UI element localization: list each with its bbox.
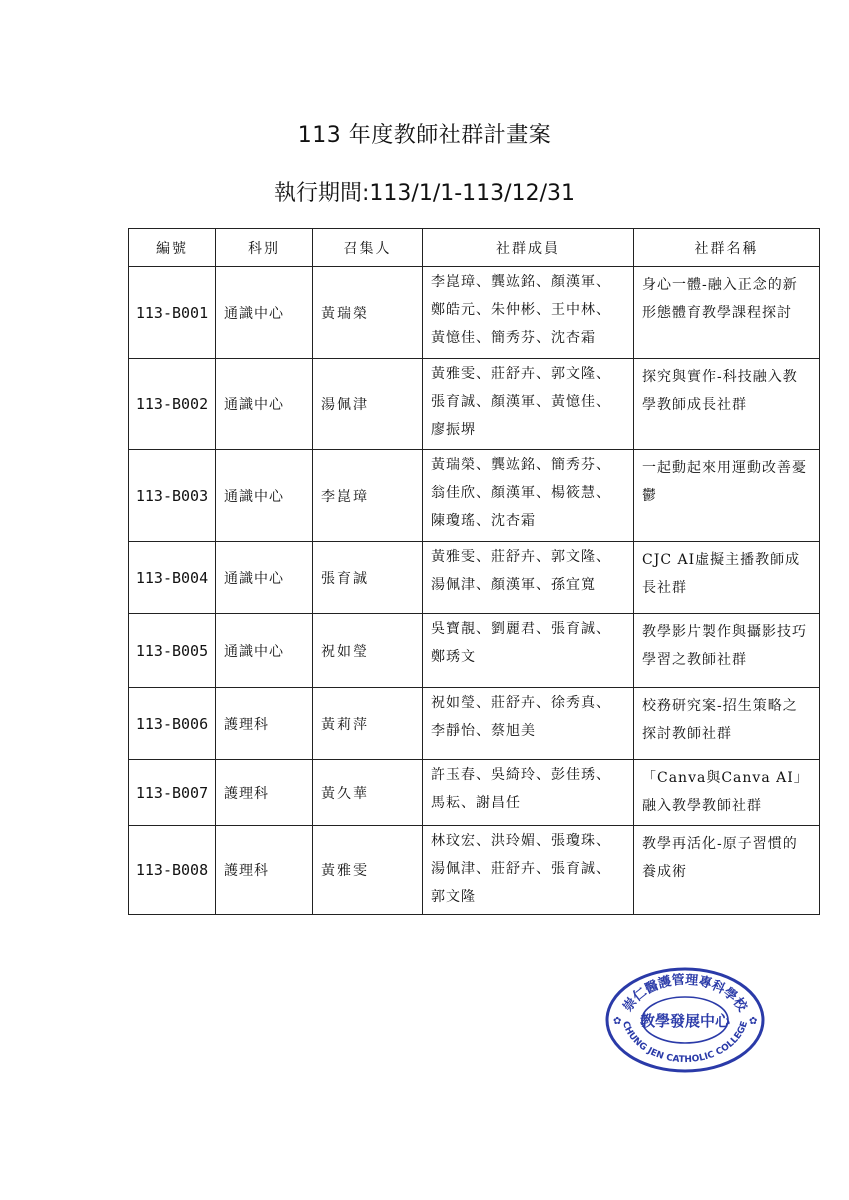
table-row — [129, 450, 820, 542]
cell-members: 李崑璋、龔竑銘、顏漢軍、鄭皓元、朱仲彬、王中林、黃憶佳、簡秀芬、沈杏霜 — [423, 267, 634, 359]
cell-id: 113-B006 — [129, 688, 216, 760]
cell-community-name: 身心一體-融入正念的新形態體育教學課程探討 — [634, 267, 820, 359]
seal-english-name: CHUNG JEN CATHOLIC COLLEGE — [619, 1020, 751, 1066]
cell-members: 林玟宏、洪玲媚、張瓊珠、湯佩津、莊舒卉、張育誠、郭文隆 — [423, 826, 634, 915]
cell-community-name: CJC AI虛擬主播教師成長社群 — [634, 542, 820, 614]
cell-members: 黃瑞榮、龔竑銘、簡秀芬、翁佳欣、顏漢軍、楊筱慧、陳瓊瑤、沈杏霜 — [423, 450, 634, 542]
cell-id: 113-B004 — [129, 542, 216, 614]
cell-convener: 黃瑞榮 — [313, 267, 423, 359]
seal-flower-right-icon: ✿ — [749, 1016, 758, 1027]
cell-community-name: 「Canva與Canva AI」融入教學教師社群 — [634, 760, 820, 826]
table-row — [129, 688, 820, 760]
cell-id: 113-B005 — [129, 614, 216, 688]
cell-convener: 黃久華 — [313, 760, 423, 826]
cell-id: 113-B003 — [129, 450, 216, 542]
cell-unit: 護理科 — [216, 760, 313, 826]
cell-convener: 祝如瑩 — [313, 614, 423, 688]
cell-community-name: 校務研究案-招生策略之探討教師社群 — [634, 688, 820, 760]
table-row — [129, 359, 820, 450]
cell-unit: 通識中心 — [216, 450, 313, 542]
cell-id: 113-B007 — [129, 760, 216, 826]
cell-id: 113-B001 — [129, 267, 216, 359]
cell-unit: 護理科 — [216, 826, 313, 915]
cell-id: 113-B002 — [129, 359, 216, 450]
cell-convener: 張育誠 — [313, 542, 423, 614]
table-row — [129, 760, 820, 826]
cell-members: 黃雅雯、莊舒卉、郭文隆、湯佩津、顏漢軍、孫宜寬 — [423, 542, 634, 614]
table-row — [129, 826, 820, 915]
cell-members: 黃雅雯、莊舒卉、郭文隆、張育誠、顏漢軍、黃憶佳、廖振堺 — [423, 359, 634, 450]
cell-convener: 黃莉萍 — [313, 688, 423, 760]
header-unit: 科別 — [216, 229, 313, 267]
cell-members: 許玉春、吳綺玲、彭佳琇、馬耘、謝昌任 — [423, 760, 634, 826]
table-row — [129, 614, 820, 688]
cell-convener: 黃雅雯 — [313, 826, 423, 915]
page-title: 113 年度教師社群計畫案 — [297, 123, 552, 148]
cell-community-name: 一起動起來用運動改善憂鬱 — [634, 450, 820, 542]
cell-convener: 李崑璋 — [313, 450, 423, 542]
header-members: 社群成員 — [423, 229, 634, 267]
cell-unit: 通識中心 — [216, 614, 313, 688]
seal-flower-left-icon: ✿ — [613, 1016, 622, 1027]
cell-id: 113-B008 — [129, 826, 216, 915]
execution-period: 執行期間:113/1/1-113/12/31 — [274, 181, 575, 206]
cell-community-name: 探究與實作-科技融入教學教師成長社群 — [634, 359, 820, 450]
header-community-name: 社群名稱 — [634, 229, 820, 267]
seal-center-text: 教學發展中心 — [639, 1012, 731, 1030]
cell-unit: 通識中心 — [216, 359, 313, 450]
cell-unit: 通識中心 — [216, 542, 313, 614]
cell-members: 祝如瑩、莊舒卉、徐秀真、李靜怡、蔡旭美 — [423, 688, 634, 760]
table-row — [129, 542, 820, 614]
cell-convener: 湯佩津 — [313, 359, 423, 450]
header-convener: 召集人 — [313, 229, 423, 267]
cell-community-name: 教學影片製作與攝影技巧學習之教師社群 — [634, 614, 820, 688]
seal-school-name: 崇仁醫護管理專科學校 — [620, 972, 750, 1015]
cell-members: 吳寶靚、劉麗君、張育誠、鄭琇文 — [423, 614, 634, 688]
cell-community-name: 教學再活化-原子習慣的養成術 — [634, 826, 820, 915]
table-header-row — [129, 229, 820, 267]
seal-stamp — [604, 966, 766, 1074]
table-row — [129, 267, 820, 359]
header-id: 編號 — [129, 229, 216, 267]
cell-unit: 護理科 — [216, 688, 313, 760]
cell-unit: 通識中心 — [216, 267, 313, 359]
community-plan-table — [128, 228, 820, 915]
